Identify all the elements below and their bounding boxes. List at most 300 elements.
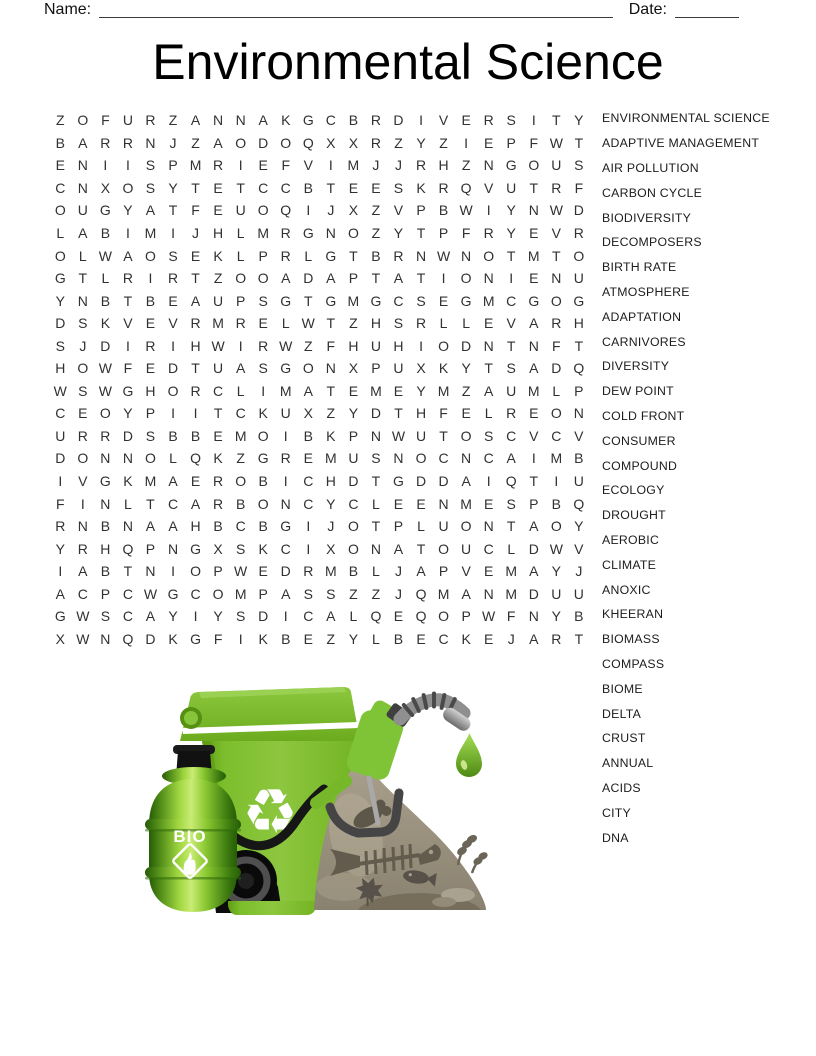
grid-letter: W <box>76 608 90 625</box>
grid-letter: M <box>144 473 157 490</box>
grid-letter: O <box>257 427 269 444</box>
grid-letter: I <box>306 540 311 557</box>
grid-letter: Y <box>461 360 471 377</box>
grid-letter: D <box>573 202 584 219</box>
grid-letter: T <box>326 315 336 332</box>
grid-letter: K <box>100 315 111 332</box>
word-list-item: DEW POINT <box>602 384 674 399</box>
grid-letter: U <box>77 202 88 219</box>
grid-letter: D <box>415 473 427 490</box>
word-list-item: CLIMATE <box>602 557 657 572</box>
grid-letter: U <box>551 585 562 602</box>
word-list-item: COMPOUND <box>602 458 678 473</box>
grid-letter: Y <box>326 495 336 512</box>
grid-letter: C <box>506 427 517 444</box>
grid-letter: L <box>78 247 87 264</box>
grid-letter: Y <box>123 202 133 219</box>
grid-letter: A <box>506 450 516 467</box>
grid-letter: O <box>235 134 247 151</box>
grid-letter: T <box>326 382 336 399</box>
grid-letter: E <box>483 134 494 151</box>
grid-letter: I <box>80 495 85 512</box>
grid-letter: K <box>213 450 223 467</box>
grid-letter: G <box>302 225 314 241</box>
grid-letter: L <box>169 450 177 467</box>
grid-letter: Z <box>461 157 471 174</box>
grid-letter: A <box>461 585 471 602</box>
grid-letter: T <box>484 360 493 377</box>
grid-letter: S <box>235 608 246 625</box>
grid-letter: F <box>101 112 110 129</box>
grid-letter: C <box>551 427 562 444</box>
grid-letter: V <box>529 427 539 444</box>
grid-letter: A <box>529 360 539 377</box>
grid-letter: Y <box>551 608 561 625</box>
grid-letter: J <box>192 225 200 241</box>
word-list-item: ACIDS <box>602 780 641 795</box>
grid-letter: C <box>55 179 66 196</box>
grid-letter: N <box>213 112 224 129</box>
grid-letter: I <box>283 473 288 490</box>
word-list-item: BIOME <box>602 681 643 696</box>
grid-letter: U <box>415 427 427 444</box>
grid-letter: I <box>419 112 423 129</box>
grid-letter: J <box>372 157 380 174</box>
grid-letter: H <box>325 473 336 490</box>
grid-letter: A <box>168 473 178 490</box>
grid-letter: B <box>303 179 313 196</box>
grid-letter: R <box>303 563 314 580</box>
grid-letter: N <box>528 608 539 625</box>
grid-letter: N <box>370 427 381 444</box>
grid-letter: U <box>122 112 133 129</box>
grid-letter: A <box>78 134 88 151</box>
grid-letter: T <box>326 179 336 196</box>
grid-letter: A <box>393 540 404 557</box>
grid-letter: N <box>438 495 449 512</box>
grid-letter: E <box>416 630 426 647</box>
grid-letter: N <box>145 563 156 580</box>
grid-letter: G <box>280 292 292 309</box>
grid-row <box>49 154 590 177</box>
grid-letter: T <box>349 247 358 264</box>
grid-letter: M <box>370 382 382 399</box>
grid-letter: N <box>483 270 494 287</box>
grid-letter: O <box>438 608 450 625</box>
grid-letter: Y <box>506 225 516 241</box>
grid-letter: I <box>531 450 536 467</box>
grid-letter: C <box>303 473 314 490</box>
grid-letter: B <box>55 134 65 151</box>
grid-letter: I <box>306 518 311 535</box>
grid-letter: N <box>325 360 336 377</box>
grid-letter: H <box>55 360 66 377</box>
grid-letter: I <box>464 134 469 151</box>
grid-row <box>49 560 590 583</box>
grid-letter: A <box>529 315 539 332</box>
grid-letter: Z <box>168 112 178 129</box>
grid-letter: U <box>348 450 359 467</box>
grid-letter: B <box>348 563 359 580</box>
grid-letter: Q <box>573 360 585 377</box>
grid-letter: T <box>574 630 584 647</box>
grid-letter: E <box>213 202 223 219</box>
word-list-item: ANNUAL <box>602 756 654 771</box>
grid-letter: E <box>303 630 313 647</box>
grid-letter: R <box>393 247 404 264</box>
grid-letter: S <box>371 450 381 467</box>
grid-letter: P <box>461 608 471 625</box>
bio-label: BIO <box>173 827 207 846</box>
grid-letter: Y <box>55 292 65 309</box>
grid-letter: D <box>370 405 381 422</box>
grid-letter: P <box>438 563 449 580</box>
word-list-item: BIODIVERSITY <box>602 210 692 225</box>
grid-letter: U <box>506 382 517 399</box>
grid-letter: D <box>348 473 359 490</box>
grid-letter: T <box>191 360 200 377</box>
grid-letter: M <box>437 585 450 602</box>
grid-row <box>49 177 590 200</box>
grid-letter: J <box>575 563 583 580</box>
grid-letter: V <box>461 563 471 580</box>
grid-letter: H <box>438 157 449 174</box>
grid-row <box>49 132 590 155</box>
word-list-item: CRUST <box>602 731 646 746</box>
grid-letter: V <box>393 202 404 219</box>
grid-letter: P <box>100 585 111 602</box>
grid-row <box>49 312 590 335</box>
grid-letter: T <box>123 563 133 580</box>
grid-letter: J <box>169 134 177 151</box>
grid-letter: O <box>302 360 314 377</box>
grid-letter: L <box>439 315 448 332</box>
grid-letter: S <box>55 337 65 354</box>
grid-letter: M <box>482 292 495 309</box>
grid-letter: D <box>167 360 179 377</box>
grid-letter: Z <box>349 585 358 602</box>
grid-letter: B <box>100 225 111 241</box>
grid-letter: E <box>258 563 268 580</box>
grid-letter: T <box>123 292 133 309</box>
grid-letter: P <box>258 247 268 264</box>
grid-letter: A <box>190 292 201 309</box>
grid-letter: E <box>461 405 471 422</box>
grid-letter: Q <box>573 495 585 512</box>
grid-letter: H <box>190 337 201 354</box>
grid-letter: R <box>415 315 427 332</box>
grid-letter: E <box>393 495 404 512</box>
grid-letter: I <box>125 157 130 174</box>
grid-letter: U <box>438 518 449 535</box>
grid-letter: A <box>145 518 156 535</box>
grid-letter: S <box>574 157 584 174</box>
grid-letter: S <box>78 315 88 332</box>
word-list-item: COMPASS <box>602 656 665 671</box>
grid-letter: R <box>145 112 156 129</box>
grid-letter: X <box>416 360 426 377</box>
grid-letter: O <box>438 337 450 354</box>
grid-letter: R <box>122 270 133 287</box>
grid-letter: B <box>100 518 111 535</box>
grid-letter: T <box>213 405 223 422</box>
grid-letter: I <box>283 427 288 444</box>
grid-letter: A <box>78 563 88 580</box>
grid-row <box>49 447 590 470</box>
word-list-item: CARNIVORES <box>602 334 686 349</box>
grid-letter: O <box>550 518 562 535</box>
grid-letter: N <box>77 157 88 174</box>
grid-letter: U <box>573 270 584 287</box>
grid-letter: N <box>100 450 111 467</box>
grid-letter: R <box>280 247 291 264</box>
grid-row <box>49 380 590 403</box>
grid-letter: R <box>190 315 201 332</box>
grid-letter: T <box>146 495 155 512</box>
grid-letter: G <box>99 473 111 490</box>
grid-letter: F <box>529 134 539 151</box>
grid-letter: I <box>238 630 243 647</box>
grid-letter: I <box>283 608 288 625</box>
grid-letter: O <box>550 405 562 422</box>
grid-letter: B <box>348 112 359 129</box>
grid-letter: D <box>145 630 156 647</box>
grid-letter: N <box>77 518 88 535</box>
grid-letter: S <box>258 360 268 377</box>
grid-letter: A <box>281 585 291 602</box>
grid-letter: I <box>238 157 243 174</box>
grid-letter: P <box>574 382 584 399</box>
grid-letter: E <box>529 270 539 287</box>
grid-letter: T <box>304 292 313 309</box>
grid-letter: B <box>258 518 268 535</box>
grid-letter: W <box>98 382 112 399</box>
grid-letter: A <box>190 112 201 129</box>
grid-letter: P <box>145 540 156 557</box>
grid-letter: C <box>393 292 404 309</box>
grid-letter: R <box>483 225 494 241</box>
grid-letter: R <box>145 337 156 354</box>
grid-letter: O <box>460 518 472 535</box>
grid-letter: T <box>529 473 539 490</box>
grid-letter: R <box>506 405 517 422</box>
grid-letter: U <box>55 427 66 444</box>
grid-letter: S <box>100 608 111 625</box>
grid-letter: L <box>372 563 380 580</box>
grid-letter: S <box>506 360 516 377</box>
grid-letter: K <box>416 179 426 196</box>
grid-letter: G <box>325 247 337 264</box>
grid-letter: N <box>235 112 246 129</box>
grid-letter: A <box>529 630 539 647</box>
grid-letter: C <box>235 518 246 535</box>
grid-letter: L <box>507 540 516 557</box>
grid-letter: B <box>574 608 584 625</box>
grid-letter: V <box>123 315 133 332</box>
grid-letter: N <box>145 134 156 151</box>
grid-letter: J <box>394 563 402 580</box>
grid-letter: K <box>461 630 471 647</box>
grid-letter: S <box>78 382 88 399</box>
grid-letter: N <box>528 337 539 354</box>
grid-letter: D <box>100 337 111 354</box>
grid-letter: V <box>168 315 178 332</box>
grid-letter: U <box>213 292 224 309</box>
grid-letter: O <box>415 450 427 467</box>
grid-letter: H <box>393 337 404 354</box>
grid-letter: N <box>77 292 88 309</box>
grid-letter: O <box>212 585 224 602</box>
grid-letter: E <box>78 405 88 422</box>
grid-letter: P <box>438 225 449 241</box>
grid-letter: I <box>125 225 130 241</box>
grid-letter: Y <box>168 608 178 625</box>
grid-letter: K <box>258 540 268 557</box>
grid-letter: Q <box>370 608 382 625</box>
grid-letter: A <box>303 382 313 399</box>
grid-letter: C <box>348 495 359 512</box>
grid-letter: E <box>393 608 404 625</box>
grid-letter: Y <box>348 405 359 422</box>
grid-letter: I <box>306 202 311 219</box>
grid-letter: F <box>552 337 561 354</box>
grid-letter: R <box>370 112 381 129</box>
grid-letter: F <box>55 495 65 512</box>
grid-letter: R <box>551 630 562 647</box>
word-list-item: CONSUMER <box>602 433 676 448</box>
grid-letter: W <box>391 427 406 444</box>
grid-letter: W <box>98 247 112 264</box>
grid-letter: P <box>371 360 381 377</box>
grid-letter: D <box>438 473 449 490</box>
grid-letter: I <box>328 157 333 174</box>
grid-letter: M <box>212 315 224 332</box>
grid-letter: Z <box>371 202 381 219</box>
grid-letter: E <box>529 225 539 241</box>
grid-letter: S <box>326 585 336 602</box>
grid-letter: O <box>99 405 111 422</box>
grid-letter: W <box>98 360 112 377</box>
grid-letter: G <box>167 585 179 602</box>
grid-letter: C <box>77 585 88 602</box>
grid-letter: X <box>100 179 111 196</box>
grid-letter: E <box>213 179 223 196</box>
grid-letter: T <box>371 518 381 535</box>
grid-letter: T <box>439 427 448 444</box>
word-list <box>602 106 770 850</box>
grid-letter: T <box>416 225 426 241</box>
grid-letter: R <box>551 315 562 332</box>
grid-letter: X <box>348 202 359 219</box>
grid-letter: L <box>372 495 380 512</box>
grid-letter: L <box>552 382 561 399</box>
grid-letter: N <box>122 450 133 467</box>
grid-letter: N <box>483 518 494 535</box>
grid-letter: A <box>326 608 336 625</box>
grid-letter: G <box>54 608 66 625</box>
grid-letter: O <box>145 247 156 264</box>
grid-letter: Y <box>168 179 178 196</box>
grid-letter: Q <box>122 540 134 557</box>
grid-letter: D <box>55 315 66 332</box>
word-list-item: BIOMASS <box>602 632 660 647</box>
grid-row <box>49 470 590 493</box>
grid-letter: M <box>550 450 563 467</box>
grid-letter: G <box>460 292 472 309</box>
grid-letter: Y <box>416 382 426 399</box>
grid-letter: U <box>573 473 584 490</box>
grid-letter: D <box>303 270 314 287</box>
grid-letter: I <box>148 270 153 287</box>
grid-letter: G <box>528 292 540 309</box>
grid-letter: E <box>438 292 449 309</box>
grid-letter: W <box>211 337 225 354</box>
grid-letter: A <box>78 225 88 241</box>
grid-letter: M <box>189 157 202 174</box>
grid-row <box>49 605 590 628</box>
grid-letter: L <box>349 608 358 625</box>
grid-letter: U <box>370 337 381 354</box>
grid-letter: F <box>439 405 448 422</box>
grid-row <box>49 492 590 515</box>
word-list-item: AIR POLLUTION <box>602 160 699 175</box>
grid-letter: A <box>529 518 539 535</box>
grid-letter: B <box>190 427 201 444</box>
grid-letter: C <box>438 450 449 467</box>
grid-letter: E <box>258 157 268 174</box>
grid-letter: M <box>234 585 247 602</box>
grid-letter: S <box>483 427 494 444</box>
grid-letter: I <box>103 157 108 174</box>
grid-letter: C <box>303 495 314 512</box>
grid-letter: R <box>122 134 133 151</box>
grid-letter: E <box>145 360 156 377</box>
grid-letter: L <box>236 247 245 264</box>
grid-letter: X <box>348 134 359 151</box>
grid-letter: F <box>326 337 336 354</box>
grid-letter: Y <box>213 608 223 625</box>
grid-letter: C <box>280 540 291 557</box>
grid-letter: H <box>190 518 201 535</box>
grid-letter: D <box>393 112 404 129</box>
grid-letter: U <box>393 360 404 377</box>
grid-letter: U <box>235 202 246 219</box>
grid-letter: I <box>238 337 243 354</box>
grid-letter: C <box>167 495 179 512</box>
word-list-item: COLD FRONT <box>602 408 685 423</box>
grid-letter: Y <box>393 225 404 241</box>
grid-letter: B <box>235 495 246 512</box>
grid-letter: V <box>78 473 88 490</box>
grid-letter: Z <box>349 315 358 332</box>
grid-letter: V <box>506 315 516 332</box>
grid-letter: Q <box>302 134 314 151</box>
word-list-item: DROUGHT <box>602 508 666 523</box>
grid-letter: Z <box>326 630 336 647</box>
grid-letter: T <box>552 112 561 129</box>
grid-letter: C <box>438 630 449 647</box>
grid-letter: M <box>437 382 450 399</box>
grid-letter: Z <box>191 134 200 151</box>
grid-letter: C <box>122 585 133 602</box>
grid-letter: B <box>371 247 381 264</box>
grid-letter: A <box>326 270 336 287</box>
name-label: Name: <box>44 1 92 18</box>
grid-letter: Z <box>55 112 65 129</box>
grid-letter: O <box>77 360 89 377</box>
word-list-item: CITY <box>602 805 632 820</box>
grid-letter: T <box>191 179 200 196</box>
